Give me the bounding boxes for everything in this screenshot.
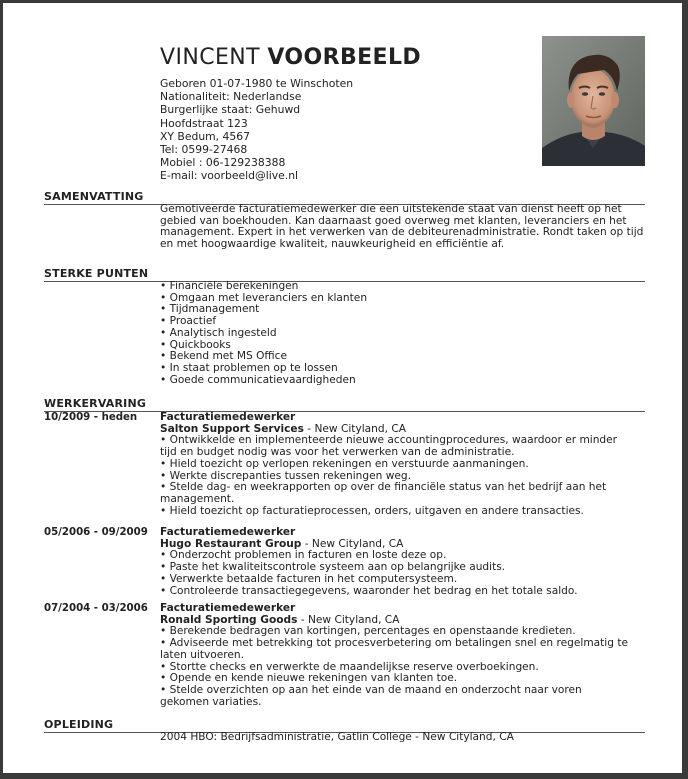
job-title: Facturatiemedewerker [160, 411, 296, 423]
skill-item: • Quickbooks [160, 338, 231, 351]
job-entry [160, 412, 645, 517]
job-duty: • Ontwikkelde en implementeerde nieuwe accountingprocedures, waardoor er minder [160, 434, 618, 447]
job-dates: 10/2009 - heden [44, 412, 138, 423]
summary-text [160, 204, 645, 251]
contact-line: XY Bedum, 4567 [160, 129, 251, 143]
company-name: Salton Support Services [160, 422, 304, 435]
skill-item: • Proactief [160, 315, 217, 328]
company-location: - New Cityland, CA [303, 422, 406, 435]
job-duty: • Berekende bedragen van kortingen, percentages en openstaande kredieten. [160, 625, 576, 638]
job-duty: • Paste het kwaliteitscontrole systeem aan op belangrijke audits. [160, 561, 506, 574]
summary-line: Gemotiveerde facturatiemedewerker die een uitstekende staat van dienst heeft op het [160, 203, 622, 215]
job-duty: • Verwerkte betaalde facturen in het computersysteem. [160, 572, 458, 585]
job-duty: • Hield toezicht op verlopen rekeningen en verstuurde aanmaningen. [160, 457, 529, 470]
contact-line: Geboren 01-07-1980 te Winschoten [160, 77, 354, 90]
contact-line: E-mail: voorbeeld@live.nl [160, 169, 299, 183]
education-heading: OPLEIDING [44, 718, 114, 731]
job-duty: • Stortte checks en verwerkte de maandelijkse reserve overboekingen. [160, 660, 539, 673]
skill-item: • In staat problemen op te lossen [160, 361, 338, 374]
skill-item: • Omgaan met leveranciers en klanten [160, 291, 368, 304]
skills-list [160, 281, 645, 386]
job-entry [160, 603, 645, 708]
job-duty: • Stelde overzichten op aan het einde van de maand en onderzocht naar voren [160, 683, 582, 696]
contact-details [160, 77, 520, 183]
job-duty: • Opende en kende nieuwe rekeningen van klanten toe. [160, 672, 458, 685]
contact-line: Hoofdstraat 123 [160, 116, 248, 130]
job-dates: 07/2004 - 03/2006 [44, 603, 148, 614]
skill-item: • Financiële berekeningen [160, 280, 299, 292]
job-duty: • Hield toezicht op facturatieprocessen, orders, uitgaven en andere transacties. [160, 504, 584, 517]
summary-line: en met hoogwaardige kwaliteit, nauwkeurigheid en efficiëntie af. [160, 238, 505, 251]
job-title: Facturatiemedewerker [160, 526, 296, 538]
summary-line: management. Expert in het verwerken van de debiteurenadministratie. Rondt taken op tijd [160, 226, 644, 239]
profile-photo [542, 36, 645, 166]
job-dates: 05/2006 - 09/2009 [44, 527, 148, 538]
job-duty: • Onderzocht problemen in facturen en loste deze op. [160, 549, 447, 562]
education-text [160, 732, 645, 744]
job-duty: management. [160, 492, 235, 505]
job-duty: gekomen variaties. [160, 695, 262, 708]
skills-heading: STERKE PUNTEN [44, 267, 149, 280]
resume-page [3, 3, 682, 773]
job-duty: laten uitvoeren. [160, 648, 244, 661]
job-duty: • Werkte discrepanties tussen rekeningen weg. [160, 469, 411, 482]
first-name: VINCENT [160, 45, 260, 70]
company-location: - New Cityland, CA [297, 613, 400, 626]
skill-item: • Goede communicatievaardigheden [160, 373, 356, 386]
skill-item: • Bekend met MS Office [160, 350, 287, 363]
contact-line: Tel: 0599-27468 [160, 143, 248, 157]
job-duty: tijd en budget nodig was voor het verwerken van de administratie. [160, 446, 515, 459]
job-duty: • Adviseerde met betrekking tot procesverbetering om betalingen snel en regelmatig te [160, 637, 629, 650]
candidate-name [160, 45, 421, 71]
company-location: - New Cityland, CA [301, 537, 404, 550]
education-line: 2004 HBO: Bedrijfsadministratie, Gatlin College - New Cityland, CA [160, 731, 514, 743]
skill-item: • Analytisch ingesteld [160, 326, 277, 339]
experience-heading: WERKERVARING [44, 397, 147, 410]
job-duty: • Stelde dag- en weekrapporten op over de financiële status van het bedrijf aan het [160, 481, 607, 494]
job-duty: • Controleerde transactiegegevens, waaronder het bedrag en het totale saldo. [160, 584, 578, 597]
contact-line: Mobiel : 06-129238388 [160, 156, 286, 170]
company-name: Hugo Restaurant Group [160, 537, 302, 550]
skill-item: • Tijdmanagement [160, 303, 260, 316]
last-name: VOORBEELD [267, 45, 422, 70]
job-title: Facturatiemedewerker [160, 602, 296, 614]
job-entry [160, 527, 645, 597]
summary-line: gebied van boekhouden. Kan daarnaast goed overweg met klanten, leveranciers en het [160, 214, 627, 227]
contact-line: Nationaliteit: Nederlandse [160, 90, 302, 104]
company-name: Ronald Sporting Goods [160, 613, 298, 626]
contact-line: Burgerlijke staat: Gehuwd [160, 103, 301, 117]
summary-heading: SAMENVATTING [44, 190, 144, 203]
